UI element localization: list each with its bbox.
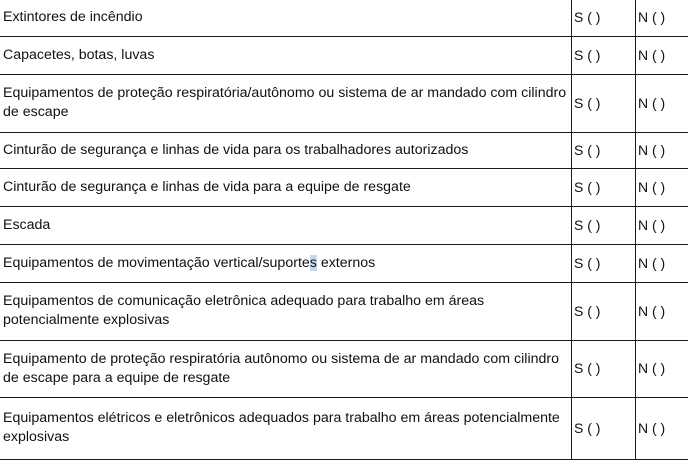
yes-option[interactable]: S ( ) <box>572 0 636 36</box>
no-option[interactable]: N ( ) <box>636 282 688 340</box>
yes-option[interactable]: S ( ) <box>572 168 636 206</box>
item-description: Escada <box>0 206 572 244</box>
table-row <box>0 206 688 244</box>
item-description: Capacetes, botas, luvas <box>0 36 572 74</box>
no-option[interactable]: N ( ) <box>636 168 688 206</box>
table-row <box>0 244 688 282</box>
no-option[interactable]: N ( ) <box>636 244 688 282</box>
item-text-end: externos <box>317 255 375 271</box>
item-description: Equipamentos de proteção respiratória/autônomo ou sistema de ar mandado com cilindro de escape <box>0 74 572 132</box>
no-option[interactable]: N ( ) <box>636 340 688 397</box>
no-option[interactable]: N ( ) <box>636 36 688 74</box>
text-selection-highlight: s <box>310 255 317 271</box>
yes-option[interactable]: S ( ) <box>572 132 636 168</box>
yes-option[interactable]: S ( ) <box>572 340 636 397</box>
item-description: Equipamentos elétricos e eletrônicos adequados para trabalho em áreas potencialmente explosivas <box>0 397 572 459</box>
table-row <box>0 397 688 459</box>
item-description: Cinturão de segurança e linhas de vida para os trabalhadores autorizados <box>0 132 572 168</box>
yes-option[interactable]: S ( ) <box>572 397 636 459</box>
no-option[interactable]: N ( ) <box>636 0 688 36</box>
no-option[interactable]: N ( ) <box>636 132 688 168</box>
no-option[interactable]: N ( ) <box>636 206 688 244</box>
no-option[interactable]: N ( ) <box>636 74 688 132</box>
no-option[interactable]: N ( ) <box>636 397 688 459</box>
item-description <box>0 244 572 282</box>
table-row <box>0 132 688 168</box>
item-text-start: Equipamentos de movimentação vertical/suporte <box>3 255 310 271</box>
item-description: Equipamento de proteção respiratória autônomo ou sistema de ar mandado com cilindro de escape para a equipe de resgate <box>0 340 572 397</box>
table-row <box>0 0 688 36</box>
table-row <box>0 74 688 132</box>
table-row <box>0 36 688 74</box>
table-row <box>0 168 688 206</box>
item-description: Cinturão de segurança e linhas de vida para a equipe de resgate <box>0 168 572 206</box>
item-description: Equipamentos de comunicação eletrônica adequado para trabalho em áreas potencialmente explosivas <box>0 282 572 340</box>
item-description: Extintores de incêndio <box>0 0 572 36</box>
yes-option[interactable]: S ( ) <box>572 74 636 132</box>
yes-option[interactable]: S ( ) <box>572 36 636 74</box>
yes-option[interactable]: S ( ) <box>572 244 636 282</box>
yes-option[interactable]: S ( ) <box>572 206 636 244</box>
yes-option[interactable]: S ( ) <box>572 282 636 340</box>
table-row <box>0 282 688 340</box>
table-row <box>0 340 688 397</box>
